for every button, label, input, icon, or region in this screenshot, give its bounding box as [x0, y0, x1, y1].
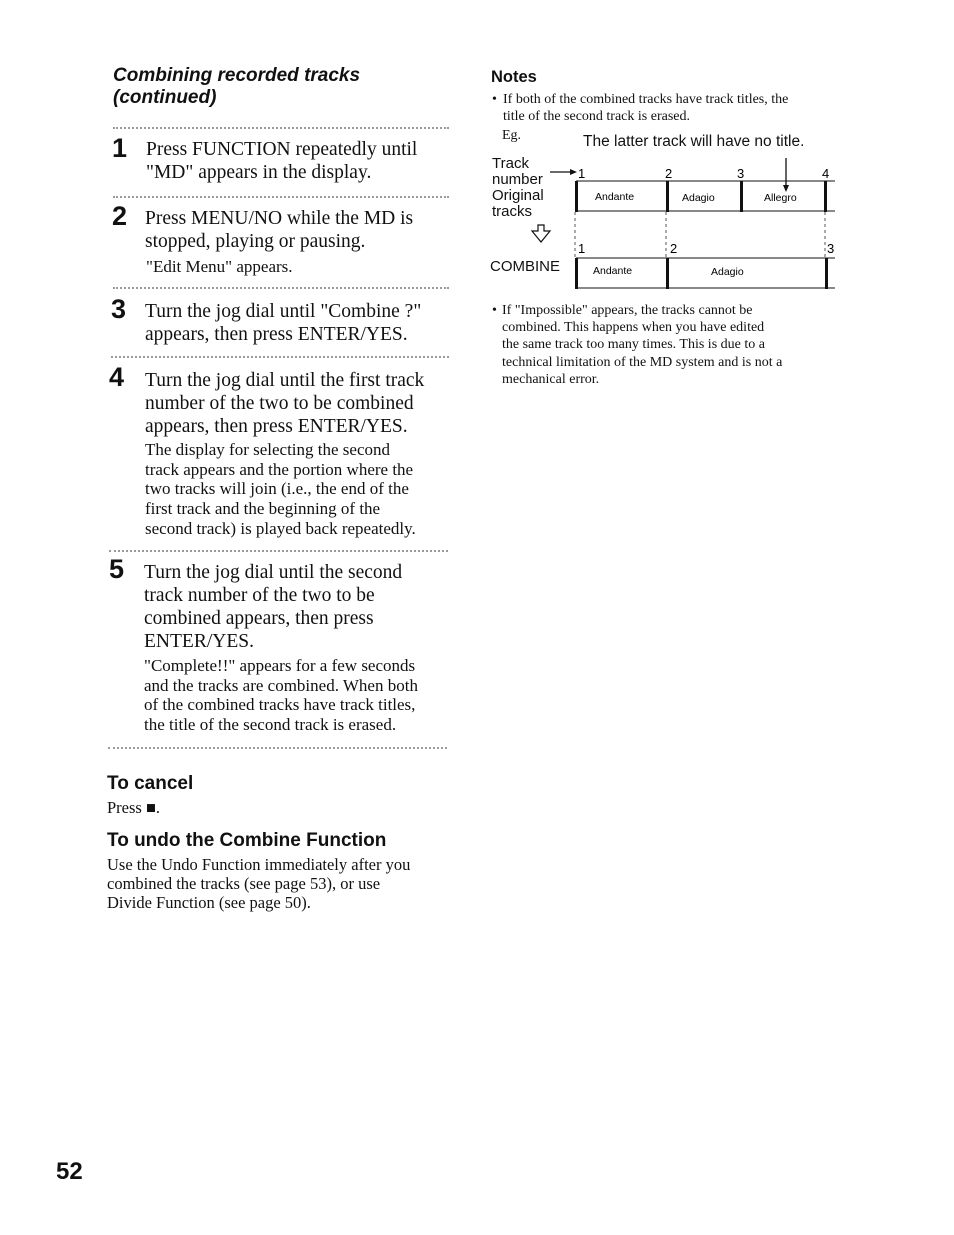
undo-line: Divide Function (see page 50).: [107, 893, 311, 912]
example-prefix: Eg.: [502, 128, 522, 143]
step-5-line: combined appears, then press: [144, 608, 374, 629]
step-2-result: "Edit Menu" appears.: [146, 257, 293, 276]
original-track-title: Adagio: [682, 192, 715, 204]
combine-label: COMBINE: [490, 258, 561, 275]
page-number: 52: [56, 1158, 83, 1185]
step-4-number: 4: [109, 362, 125, 392]
note-1-line: title of the second track is erased.: [503, 109, 690, 125]
step-5-result-line: "Complete!!" appears for a few seconds: [144, 656, 416, 675]
example-caption: The latter track will have no title.: [583, 133, 805, 150]
combined-number: 1: [578, 241, 586, 256]
step-4-line: appears, then press ENTER/YES.: [145, 416, 408, 437]
step-3-line: Turn the jog dial until "Combine ?": [145, 301, 422, 322]
step-5-result-line: and the tracks are combined. When both: [144, 675, 418, 695]
step-5-line: track number of the two to be: [144, 585, 375, 606]
section-title-line1: Combining recorded tracks: [113, 65, 361, 86]
pointer-arrow-icon: [550, 169, 577, 175]
cancel-text: Press ■.: [107, 798, 161, 817]
note-2-line: the same track too many times. This is due to a: [502, 337, 765, 353]
step-2-number: 2: [112, 201, 128, 231]
original-number: 2: [665, 166, 673, 181]
combined-divider-2: [666, 258, 669, 289]
step-4-result-line: two tracks will join (i.e., the end of the: [145, 479, 409, 499]
guide-lines: [575, 212, 825, 258]
note-2-line: mechanical error.: [502, 371, 600, 387]
note-2-line: If "Impossible" appears, the tracks cannot be: [502, 303, 753, 318]
original-number: 3: [737, 166, 745, 181]
undo-line: combined the tracks (see page 53), or use: [107, 874, 381, 893]
step-4-result-line: The display for selecting the second: [145, 440, 391, 459]
step-5-line: Turn the jog dial until the second: [144, 562, 403, 583]
step-5-number: 5: [109, 554, 125, 584]
step-1-line: Press FUNCTION repeatedly until: [146, 139, 418, 160]
combined-divider-1: [575, 258, 578, 289]
step-1-number: 1: [112, 133, 128, 163]
step-2-line: Press MENU/NO while the MD is: [145, 208, 414, 229]
step-5-result-line: of the combined tracks have track titles,: [144, 695, 416, 715]
undo-heading: To undo the Combine Function: [107, 830, 387, 851]
step-1-line: "MD" appears in the display.: [146, 162, 372, 183]
note-2: [492, 302, 837, 388]
combined-number: 2: [670, 241, 678, 256]
step-5-result-line: the title of the second track is erased.: [144, 715, 397, 735]
combined-track-title: Andante: [593, 265, 633, 277]
section-title-line2: (continued): [113, 87, 217, 108]
undo-line: Use the Undo Function immediately after you: [107, 855, 411, 874]
combined-divider-3: [825, 258, 828, 289]
combined-number: 3: [827, 241, 835, 256]
original-divider-2: [666, 181, 669, 212]
original-divider-1: [575, 181, 578, 212]
track-number-label-line: number: [492, 171, 543, 188]
step-3-line: appears, then press ENTER/YES.: [145, 324, 408, 345]
step-4-line: number of the two to be combined: [145, 393, 414, 414]
note-1-line: If both of the combined tracks have track titles, the: [503, 92, 789, 107]
original-number: 1: [578, 166, 586, 181]
track-number-label-line: Track: [492, 155, 529, 172]
combined-track-title: Adagio: [711, 266, 744, 278]
step-2-line: stopped, playing or pausing.: [145, 231, 366, 252]
note-2-line: combined. This happens when you have edited: [502, 320, 765, 336]
original-number: 4: [822, 166, 830, 181]
bullet-icon: •: [492, 92, 497, 107]
step-4-line: Turn the jog dial until the first track: [145, 370, 425, 391]
notes-heading: Notes: [491, 68, 537, 86]
original-track-title: Andante: [595, 191, 635, 203]
original-tracks-label-line: tracks: [492, 203, 533, 220]
step-4-result-line: track appears and the portion where the: [145, 459, 414, 479]
step-4-result-line: second track) is played back repeatedly.: [145, 518, 416, 538]
title-marker-arrow-icon: [783, 158, 789, 192]
step-4-result-line: first track and the beginning of the: [145, 499, 381, 519]
step-5-line: ENTER/YES.: [144, 631, 254, 652]
down-arrow-icon: [532, 225, 550, 242]
original-divider-4: [824, 181, 827, 212]
original-divider-3: [740, 181, 743, 212]
bullet-icon: •: [492, 303, 497, 318]
original-track-title: Allegro: [764, 192, 797, 204]
original-tracks-label-line: Original: [492, 187, 544, 204]
cancel-heading: To cancel: [107, 773, 194, 794]
step-3-number: 3: [111, 294, 127, 324]
note-2-line: technical limitation of the MD system and is not a: [502, 354, 783, 370]
